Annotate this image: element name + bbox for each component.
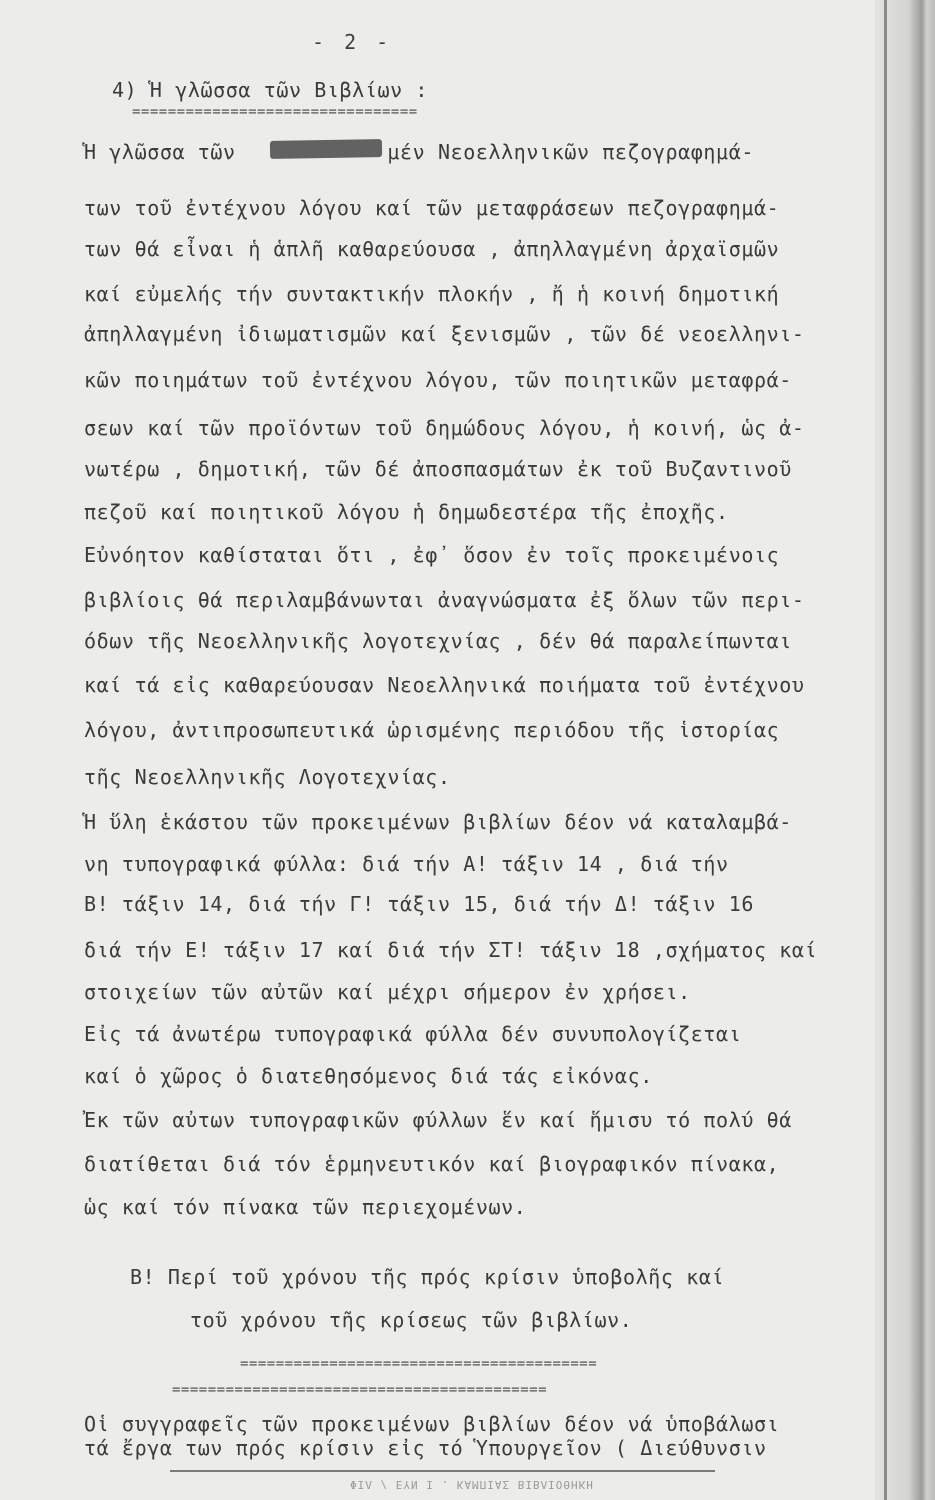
paragraph1-line: των τοῦ ἐντέχνου λόγου καί τῶν μεταφράσεων πεζογραφημά- xyxy=(84,196,780,220)
section-b-underline: ========================================== xyxy=(172,1382,548,1398)
paragraph6-line: Οἱ συγγραφεῖς τῶν προκειμένων βιβλίων δέον νά ὑποβάλωσι xyxy=(84,1412,780,1436)
paragraph1-line: κῶν ποιημάτων τοῦ ἐντέχνου λόγου, τῶν ποιητικῶν μεταφρά- xyxy=(84,368,792,392)
section-b-heading-line: Β! Περί τοῦ χρόνου τῆς πρός κρίσιν ὑποβολῆς καί xyxy=(130,1265,725,1289)
page-binding-line xyxy=(884,0,887,1500)
paragraph4-line: Εἰς τά ἀνωτέρω τυπογραφικά φύλλα δέν συνυπολογίζεται xyxy=(84,1022,742,1046)
paragraph2-line: τῆς Νεοελληνικῆς Λογοτεχνίας. xyxy=(84,765,451,789)
paragraph1-line: καί εὐμελής τήν συντακτικήν πλοκήν , ἤ ἡ κοινή δημοτική xyxy=(84,282,780,306)
heading-underline: ================================ xyxy=(132,104,418,120)
paragraph1-line: σεων καί τῶν προϊόντων τοῦ δημώδους λόγου, ἡ κοινή, ὡς ἀ- xyxy=(84,416,805,440)
paragraph1-line: πεζοῦ καί ποιητικοῦ λόγου ἡ δημωδεστέρα τῆς ἐποχῆς. xyxy=(84,500,729,524)
page-number: - 2 - xyxy=(312,30,393,54)
paragraph3-line: Ἡ ὕλη ἑκάστου τῶν προκειμένων βιβλίων δέον νά καταλαμβά- xyxy=(84,810,792,834)
paragraph4-line: καί ὁ χῶρος ὁ διατεθησόμενος διά τάς εἰκόνας. xyxy=(84,1064,653,1088)
bottom-rule xyxy=(170,1470,715,1472)
section-b-heading-line: τοῦ χρόνου τῆς κρίσεως τῶν βιβλίων. xyxy=(190,1308,633,1332)
paragraph3-line: διά τήν Ε! τάξιν 17 καί διά τήν ΣΤ! τάξιν 18 ,σχήματος καί xyxy=(84,938,818,962)
paragraph2-line: Εὐνόητον καθίσταται ὅτι , ἐφ᾿ ὅσον ἐν τοῖς προκειμένοις xyxy=(84,543,780,567)
paragraph3-line: νη τυπογραφικά φύλλα: διά τήν Α! τάξιν 14 , διά τήν xyxy=(84,852,729,876)
paragraph2-line: όδων τῆς Νεοελληνικῆς λογοτεχνίας , δέν θά παραλείπωνται xyxy=(84,629,792,653)
paragraph2-line: βιβλίοις θά περιλαμβάνωνται ἀναγνώσματα ἐξ ὅλων τῶν περι- xyxy=(84,588,805,612)
paragraph1-line: νωτέρω , δημοτική, τῶν δέ ἀποσπασμάτων ἐκ τοῦ Βυζαντινοῦ xyxy=(84,457,792,481)
section-heading: 4) Ἡ γλῶσσα τῶν Βιβλίων : xyxy=(112,78,429,102)
section-b-underline: ======================================== xyxy=(240,1356,598,1372)
paragraph3-line: στοιχείων τῶν αὐτῶν καί μέχρι σήμερον ἐν χρήσει. xyxy=(84,980,691,1004)
paragraph5-line: Ἐκ τῶν αὐτων τυπογραφικῶν φύλλων ἕν καί ἥμισυ τό πολύ θά xyxy=(84,1108,792,1132)
paragraph5-line: διατίθεται διά τόν ἑρμηνευτικόν καί βιογραφικόν πίνακα, xyxy=(84,1152,780,1176)
paragraph3-line: Β! τάξιν 14, διά τήν Γ! τάξιν 15, διά τήν Δ! τάξιν 16 xyxy=(84,892,754,916)
paragraph2-line: καί τά εἰς καθαρεύουσαν Νεοελληνικά ποιήματα τοῦ ἐντέχνου xyxy=(84,673,805,697)
paragraph6-line: τά ἔργα των πρός κρίσιν εἰς τό Ὑπουργεῖον ( Διεύθυνσιν xyxy=(84,1436,767,1460)
footer-stamp: ΦΙΛ / ΕΥΝ Ι . ΚΑΜΠΙΑΣ ΒΙΒΛΙΟΘΗΚΗ xyxy=(350,1478,594,1491)
paragraph1-line: των θά εἶναι ἡ ἁπλῆ καθαρεύουσα , ἀπηλλαγμένη ἀρχαϊσμῶν xyxy=(84,237,780,261)
paragraph5-line: ὡς καί τόν πίνακα τῶν περιεχομένων. xyxy=(84,1195,527,1219)
paragraph1-line: Ἡ γλῶσσα τῶν μέν Νεοελληνικῶν πεζογραφημά- xyxy=(84,140,754,164)
paragraph2-line: λόγου, ἀντιπροσωπευτικά ὡρισμένης περιόδου τῆς ἱστορίας xyxy=(84,718,780,742)
paragraph1-line: ἀπηλλαγμένη ἰδιωματισμῶν καί ξενισμῶν , τῶν δέ νεοελληνι- xyxy=(84,322,805,346)
